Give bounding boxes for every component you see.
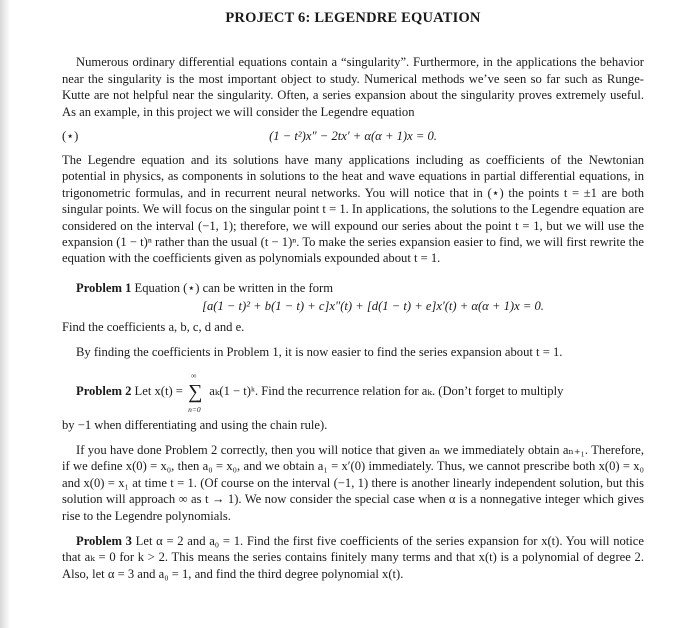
page-edge-shadow	[0, 0, 10, 628]
problem-2-let: Let x(t) =	[134, 383, 183, 398]
legendre-equation	[62, 123, 644, 149]
page-title: PROJECT 6: LEGENDRE EQUATION	[225, 10, 481, 26]
document-page	[62, 0, 644, 582]
recurrence-discussion: If you have done Problem 2 correctly, then you will notice that given aₙ we immediately obtain aₙ₊₁. Therefore, if we define x(0) = x₀, then a₀ = x₀, and we obtain a₁ = x′(0) immediately. Thus, we cannot prescribe both x(0) = x₀ and x(0) = x₁ at time t = 1. (Of course on the interval (−1, 1) there is another linearly independent solution, but this solution will approach ∞ as t → 1). We now consider the special case when α is a nonnegative integer which gives rise to the Legendre polynomials.	[62, 442, 644, 523]
problem-2	[62, 370, 644, 417]
problem-1-equation: [a(1 − t)² + b(1 − t) + c]x″(t) + [d(1 − t) + e]x′(t) + α(α + 1)x = 0.	[202, 299, 544, 314]
summation-sign: ∑ ∞ n=0	[188, 370, 203, 414]
problem-2-continuation: by −1 when differentiating and using the chain rule).	[62, 417, 328, 432]
problem-1	[62, 280, 644, 335]
problem-1-label: Problem 1	[76, 280, 132, 295]
intro-paragraph: Numerous ordinary differential equations contain a “singularity”. Furthermore, in the applications the behavior near the singularity is the most important object to study. Numerical methods we’ve seen so far such as Runge-Kutte are not helpful near the singularity. Often, a series expansion about the singularity proves extremely useful. As an example, in this project we will consider the Legendre equation	[62, 55, 644, 119]
bridge-paragraph: By finding the coefficients in Problem 1, it is now easier to find the series expansion about t = 1.	[76, 345, 563, 360]
problem-2-term: aₖ(1 − t)ᵏ. Find the recurrence relation for aₖ. (Don’t forget to multiply	[209, 383, 564, 398]
equation-formula: (1 − t²)x″ − 2tx′ + α(α + 1)x = 0.	[269, 129, 437, 144]
problem-1-text: Equation (⋆) can be written in the form	[134, 280, 334, 295]
sum-lower-limit: n=0	[188, 404, 201, 414]
applications-paragraph: The Legendre equation and its solutions have many applications including as coefficients of the Newtonian potential in physics, as components in solutions to the heat and wave equations in partial differential equations, in trigonometric formulas, and in recurrent neural networks. You will notice that in (⋆) the points t = ±1 are both singular points. We will focus on the singular point t = 1. In applications, the solutions to the Legendre equation are considered on the interval (−1, 1); therefore, we will expound our series about the point t = 1, but we will use the expansion (1 − t)ⁿ rather than the usual (t − 1)ⁿ. To make the series expansion easier to find, we will first rewrite the equation with the coefficients given as polynomials expounded about t = 1.	[62, 153, 644, 266]
problem-3	[62, 533, 644, 582]
problem-3-text: Let α = 2 and a₀ = 1. Find the first five coefficients of the series expansion for x(t). You will notice that aₖ = 0 for k > 2. This means the series contains finitely many terms and that x(t) is a polynomial of degree 2. Also, let α = 3 and a₀ = 1, and find the third degree polynomial x(t).	[62, 533, 644, 581]
problem-3-label: Problem 3	[76, 533, 132, 548]
problem-1-followup: Find the coefficients a, b, c, d and e.	[62, 319, 245, 334]
equation-tag: (⋆)	[62, 129, 79, 144]
sum-upper-limit: ∞	[191, 370, 197, 380]
problem-2-label: Problem 2	[76, 383, 132, 398]
